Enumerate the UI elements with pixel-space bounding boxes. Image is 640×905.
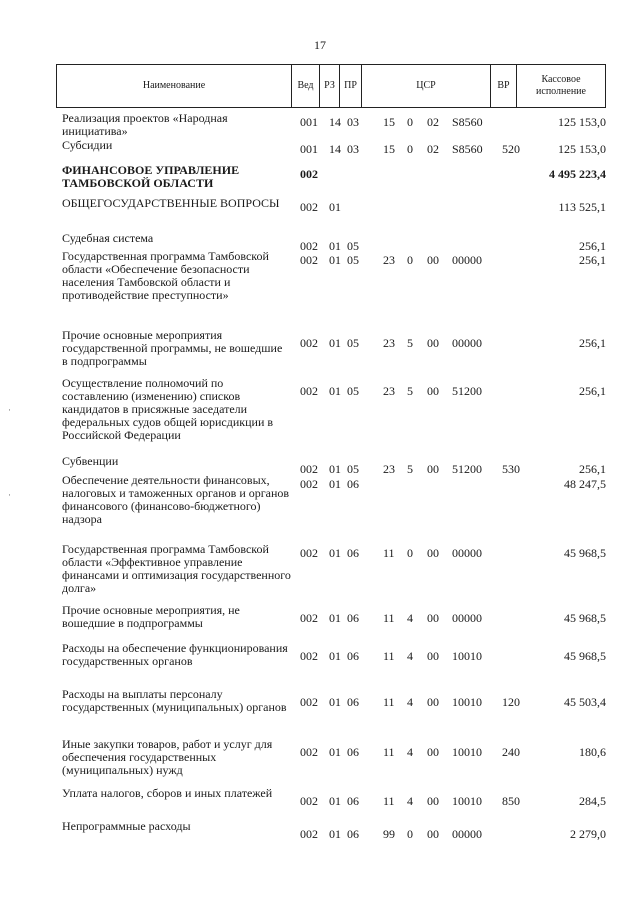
row-name: Судебная система	[62, 231, 154, 245]
cell-c3: 00	[427, 695, 439, 709]
cell-ved: 002	[300, 827, 318, 841]
cell-c3: 02	[427, 142, 439, 156]
cell-vr: 520	[502, 142, 520, 156]
cell-rz: 01	[329, 745, 341, 759]
margin-mark: ·	[8, 490, 11, 500]
cell-pr: 05	[347, 462, 359, 476]
cell-c1: 23	[383, 384, 395, 398]
cell-c4: 51200	[452, 462, 482, 476]
cell-rz: 01	[329, 827, 341, 841]
cell-ved: 002	[300, 336, 318, 350]
row-name: ОБЩЕГОСУДАРСТВЕННЫЕ ВОПРОСЫ	[62, 196, 280, 210]
cell-pr: 05	[347, 336, 359, 350]
cell-c2: 0	[407, 142, 413, 156]
row-name: Иные закупки товаров, работ и услуг для обеспечения государственных (муниципальных) нужд	[62, 737, 273, 777]
cell-ved: 002	[300, 546, 318, 560]
cell-ved: 002	[300, 695, 318, 709]
cell-ved: 001	[300, 142, 318, 156]
cell-sum: 45 968,5	[564, 611, 606, 625]
cell-c1: 11	[383, 745, 395, 759]
cell-rz: 01	[329, 253, 341, 267]
row-name: Прочие основные мероприятия государственной программы, не вошедшие в подпрограммы	[62, 328, 283, 368]
page-number: 17	[314, 38, 326, 52]
cell-c4: S8560	[452, 115, 483, 129]
cell-rz: 01	[329, 695, 341, 709]
cell-c2: 5	[407, 336, 413, 350]
cell-ved: 002	[300, 745, 318, 759]
cell-pr: 05	[347, 253, 359, 267]
cell-c3: 00	[427, 649, 439, 663]
cell-c2: 0	[407, 253, 413, 267]
cell-rz: 01	[329, 384, 341, 398]
row-name: Государственная программа Тамбовской области «Обеспечение безопасности населения Тамбовской области и противодействие преступности»	[62, 249, 269, 302]
table-header	[56, 64, 606, 108]
cell-rz: 01	[329, 462, 341, 476]
header-pr: ПР	[340, 65, 362, 107]
row-name: Уплата налогов, сборов и иных платежей	[62, 786, 273, 800]
cell-c1: 11	[383, 649, 395, 663]
row-name: Реализация проектов «Народная инициатива»	[62, 111, 228, 138]
cell-c4: 00000	[452, 611, 482, 625]
cell-sum: 45 968,5	[564, 649, 606, 663]
cell-c2: 4	[407, 611, 413, 625]
cell-ved: 002	[300, 239, 318, 253]
cell-pr: 05	[347, 239, 359, 253]
cell-c2: 4	[407, 695, 413, 709]
cell-rz: 14	[329, 142, 341, 156]
cell-sum: 256,1	[579, 253, 606, 267]
margin-mark: ·	[8, 405, 11, 415]
cell-rz: 01	[329, 336, 341, 350]
cell-ved: 002	[300, 794, 318, 808]
cell-pr: 03	[347, 115, 359, 129]
cell-c3: 00	[427, 827, 439, 841]
cell-sum: 256,1	[579, 384, 606, 398]
cell-c1: 11	[383, 695, 395, 709]
cell-rz: 01	[329, 477, 341, 491]
row-name: Расходы на обеспечение функционирования государственных органов	[62, 641, 288, 668]
cell-c4: S8560	[452, 142, 483, 156]
header-vr: ВР	[491, 65, 517, 107]
cell-pr: 06	[347, 611, 359, 625]
cell-sum: 256,1	[579, 336, 606, 350]
cell-c3: 00	[427, 611, 439, 625]
cell-c2: 4	[407, 794, 413, 808]
row-name: Непрограммные расходы	[62, 819, 191, 833]
cell-sum: 2 279,0	[570, 827, 606, 841]
cell-c4: 00000	[452, 827, 482, 841]
cell-c2: 0	[407, 827, 413, 841]
cell-c2: 4	[407, 649, 413, 663]
cell-c3: 02	[427, 115, 439, 129]
cell-pr: 06	[347, 546, 359, 560]
cell-vr: 850	[502, 794, 520, 808]
cell-c2: 0	[407, 115, 413, 129]
cell-c1: 23	[383, 336, 395, 350]
cell-c3: 00	[427, 336, 439, 350]
row-name: Прочие основные мероприятия, не вошедшие в подпрограммы	[62, 603, 240, 630]
cell-sum: 45 968,5	[564, 546, 606, 560]
cell-pr: 03	[347, 142, 359, 156]
header-ved: Вед	[292, 65, 320, 107]
cell-c4: 00000	[452, 253, 482, 267]
cell-ved: 002	[300, 384, 318, 398]
cell-c3: 00	[427, 384, 439, 398]
row-name: Осуществление полномочий по составлению (изменению) списков кандидатов в присяжные заседатели федеральных судов общей юрисдикции в Российской Федерации	[62, 376, 274, 442]
row-name: Расходы на выплаты персоналу государственных (муниципальных) органов	[62, 687, 287, 714]
header-name: Наименование	[57, 65, 292, 107]
cell-c1: 11	[383, 611, 395, 625]
cell-pr: 06	[347, 794, 359, 808]
cell-pr: 05	[347, 384, 359, 398]
cell-sum: 256,1	[579, 462, 606, 476]
cell-c3: 00	[427, 745, 439, 759]
cell-sum: 48 247,5	[564, 477, 606, 491]
cell-sum: 113 525,1	[558, 200, 606, 214]
cell-c2: 4	[407, 745, 413, 759]
row-name: Государственная программа Тамбовской области «Эффективное управление финансами и оптимизация государственного долга»	[62, 542, 291, 595]
cell-pr: 06	[347, 745, 359, 759]
cell-c1: 15	[383, 115, 395, 129]
cell-c1: 11	[383, 546, 395, 560]
row-name: ФИНАНСОВОЕ УПРАВЛЕНИЕ ТАМБОВСКОЙ ОБЛАСТИ	[62, 163, 240, 190]
cell-pr: 06	[347, 695, 359, 709]
cell-pr: 06	[347, 477, 359, 491]
cell-rz: 01	[329, 794, 341, 808]
cell-c1: 11	[383, 794, 395, 808]
cell-ved: 002	[300, 649, 318, 663]
row-name: Обеспечение деятельности финансовых, налоговых и таможенных органов и органов финансового (финансово-бюджетного) надзора	[62, 473, 290, 526]
cell-c2: 5	[407, 462, 413, 476]
cell-c1: 99	[383, 827, 395, 841]
cell-c3: 00	[427, 546, 439, 560]
cell-c3: 00	[427, 462, 439, 476]
cell-vr: 240	[502, 745, 520, 759]
cell-rz: 01	[329, 546, 341, 560]
cell-c4: 10010	[452, 794, 482, 808]
cell-rz: 01	[329, 611, 341, 625]
cell-ved: 002	[300, 462, 318, 476]
cell-sum: 256,1	[579, 239, 606, 253]
row-name: Субсидии	[62, 138, 113, 152]
cell-c1: 23	[383, 253, 395, 267]
cell-c1: 15	[383, 142, 395, 156]
cell-ved: 001	[300, 115, 318, 129]
cell-c4: 10010	[452, 649, 482, 663]
cell-ved: 002	[300, 611, 318, 625]
cell-ved: 002	[300, 477, 318, 491]
cell-sum: 45 503,4	[564, 695, 606, 709]
cell-sum: 4 495 223,4	[549, 167, 606, 181]
cell-c4: 00000	[452, 336, 482, 350]
cell-rz: 14	[329, 115, 341, 129]
header-sum: Кассовое исполнение	[536, 74, 586, 97]
cell-sum: 284,5	[579, 794, 606, 808]
cell-sum: 125 153,0	[558, 115, 606, 129]
header-csr: ЦСР	[362, 65, 491, 107]
cell-c4: 51200	[452, 384, 482, 398]
cell-pr: 06	[347, 649, 359, 663]
cell-c3: 00	[427, 794, 439, 808]
header-rz: РЗ	[320, 65, 340, 107]
cell-ved: 002	[300, 200, 318, 214]
cell-rz: 01	[329, 239, 341, 253]
cell-sum: 180,6	[579, 745, 606, 759]
cell-ved: 002	[300, 253, 318, 267]
row-name: Субвенции	[62, 454, 119, 468]
cell-c4: 00000	[452, 546, 482, 560]
cell-c3: 00	[427, 253, 439, 267]
cell-vr: 120	[502, 695, 520, 709]
cell-c4: 10010	[452, 695, 482, 709]
cell-c2: 0	[407, 546, 413, 560]
cell-rz: 01	[329, 649, 341, 663]
cell-c2: 5	[407, 384, 413, 398]
cell-ved: 002	[300, 167, 318, 181]
cell-c1: 23	[383, 462, 395, 476]
cell-sum: 125 153,0	[558, 142, 606, 156]
cell-rz: 01	[329, 200, 341, 214]
cell-pr: 06	[347, 827, 359, 841]
cell-c4: 10010	[452, 745, 482, 759]
cell-vr: 530	[502, 462, 520, 476]
